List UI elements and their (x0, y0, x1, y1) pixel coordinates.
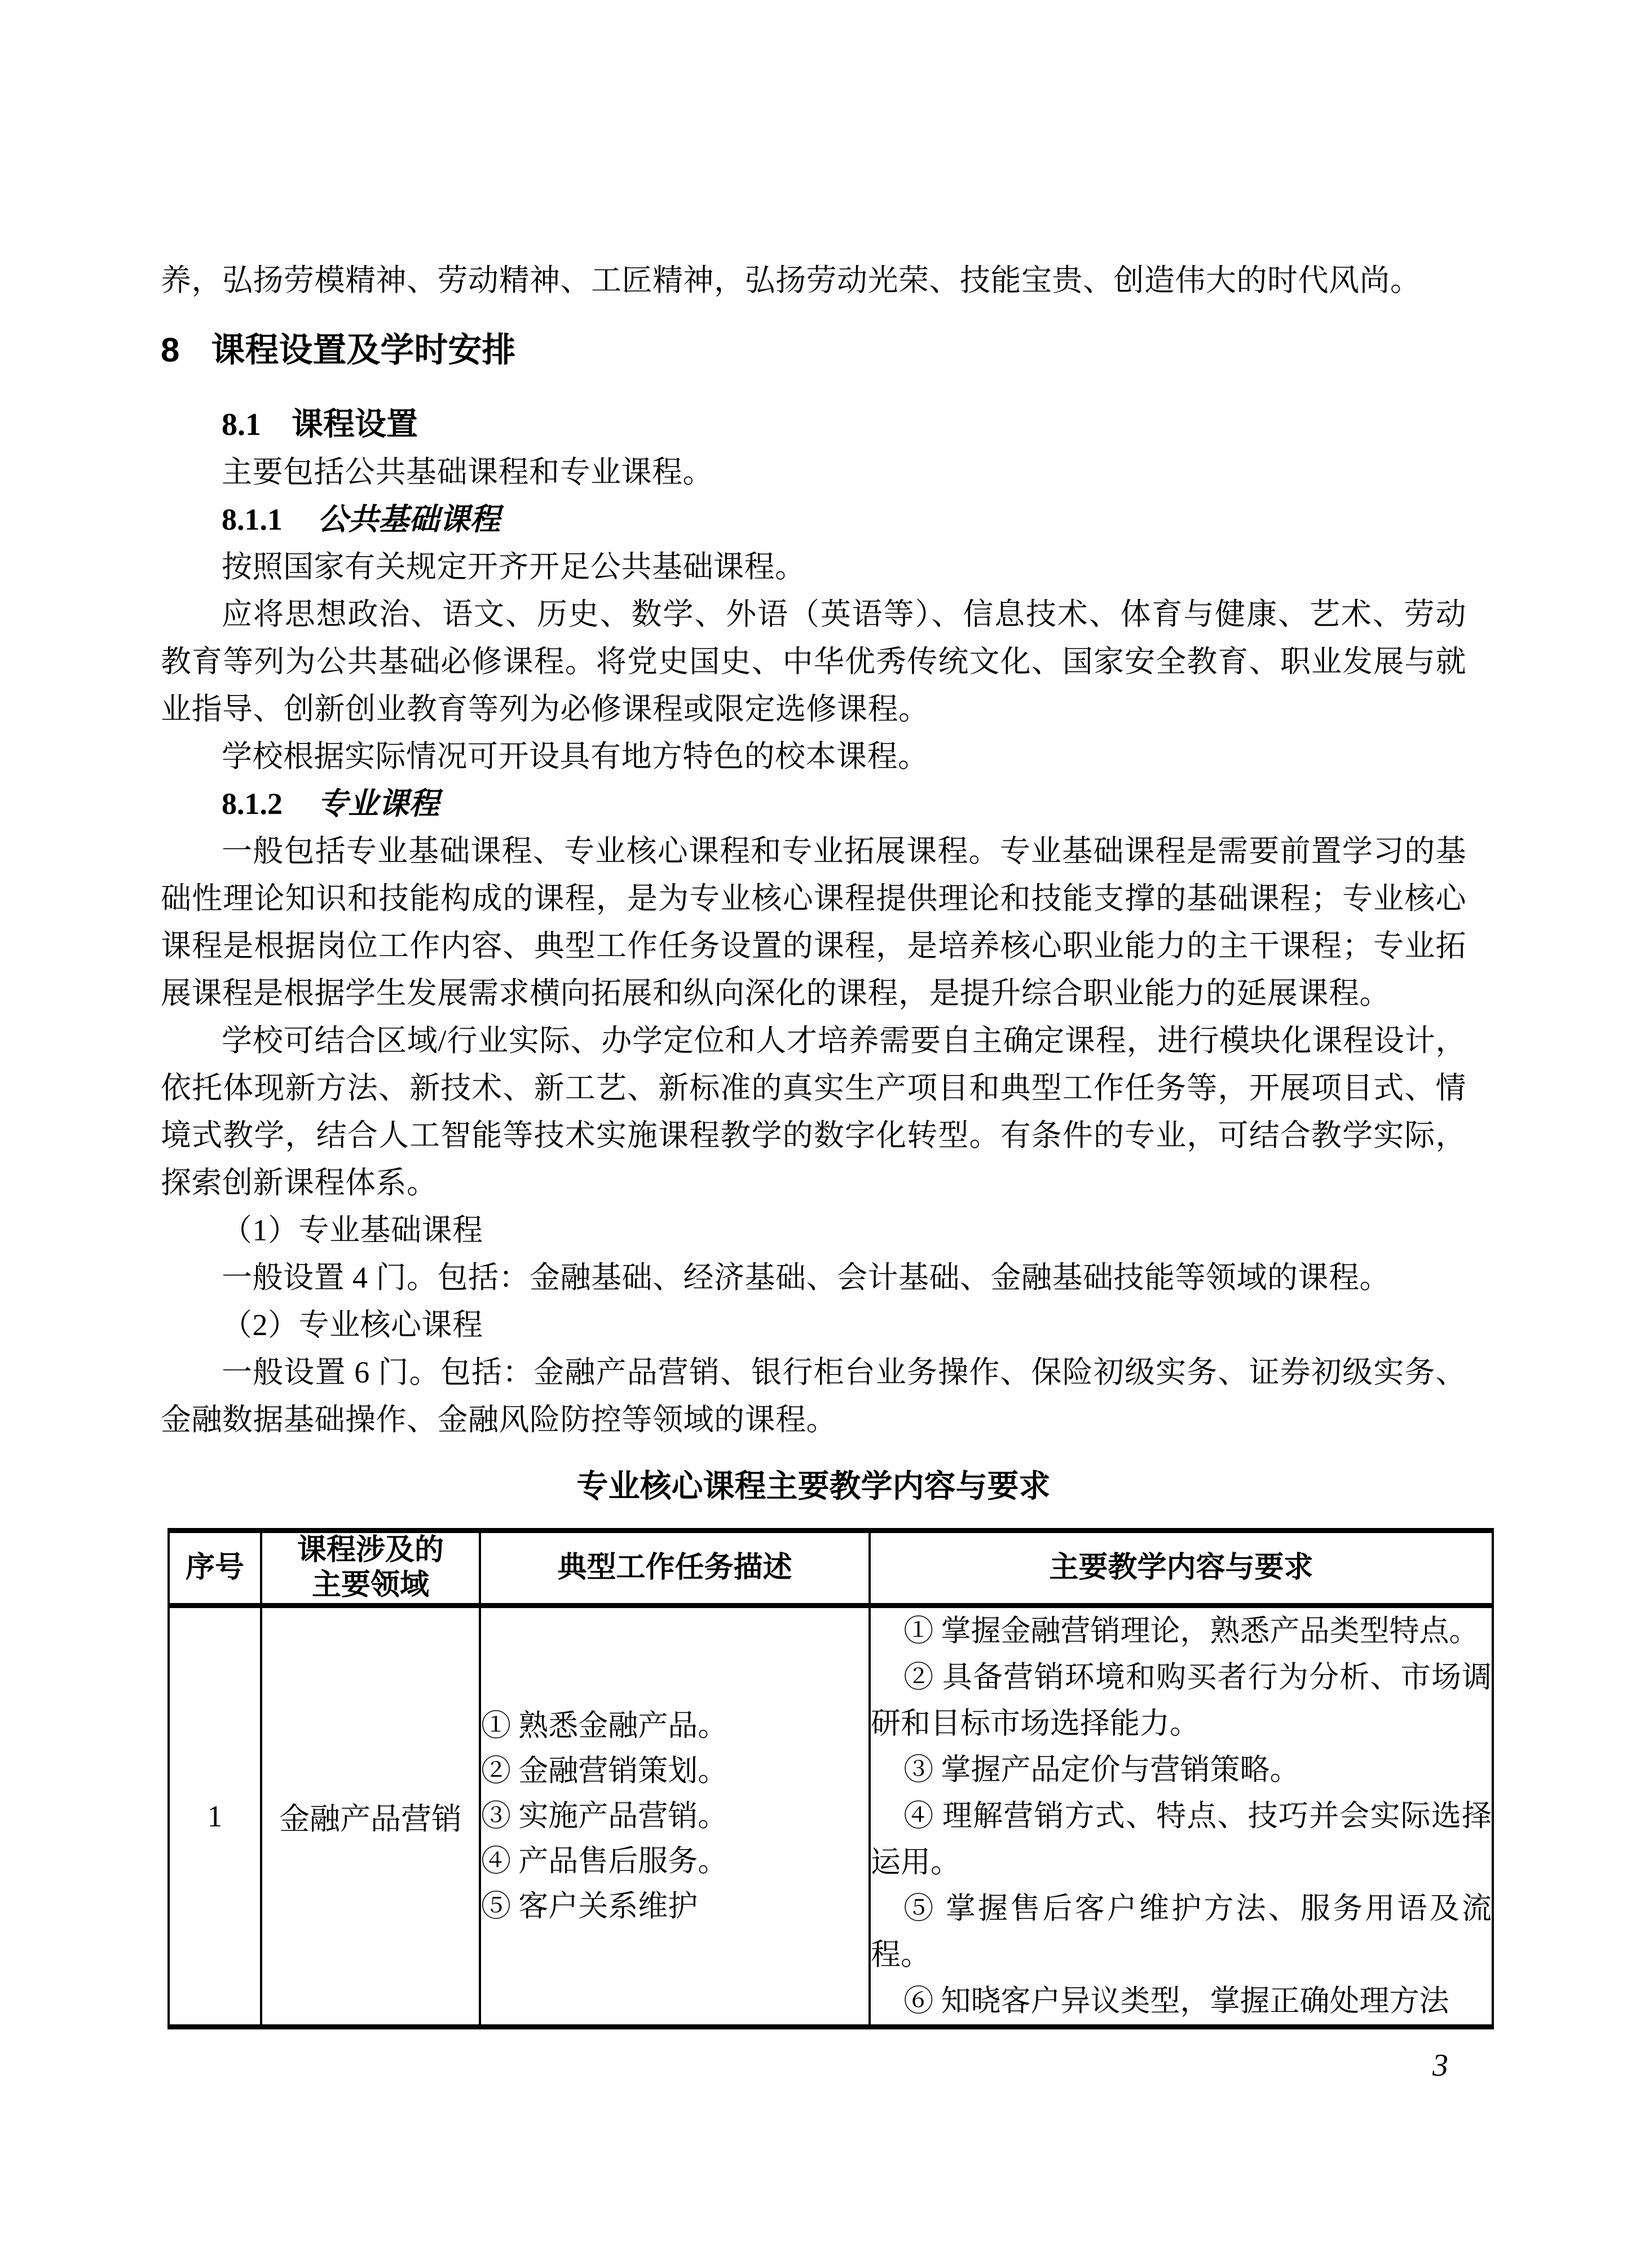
chapter-title: 课程设置及学时安排 (211, 331, 516, 369)
cell-tasks (480, 1606, 870, 2027)
paragraph-basic-b: 应将思想政治、语文、历史、数学、外语（英语等）、信息技术、体育与健康、艺术、劳动教育等列为公共基础必修课程。将党史国史、中华优秀传统文化、国家安全教育、职业发展与就业指导、创新创业教育等列为必修课程或限定选修课程。 (161, 597, 1466, 726)
paragraph-major-a: 一般包括专业基础课程、专业核心课程和专业拓展课程。专业基础课程是需要前置学习的基础性理论知识和技能构成的课程，是为专业核心课程提供理论和技能支撑的基础课程；专业核心课程是根据岗位工作内容、典型工作任务设置的课程，是培养核心职业能力的主干课程；专业拓展课程是根据学生发展需求横向拓展和纵向深化的课程，是提升综合职业能力的延展课程。 (161, 834, 1466, 1010)
list-item-basic-courses-detail: 一般设置 4 门。包括：金融基础、经济基础、会计基础、金融基础技能等领域的课程。 (222, 1261, 1390, 1294)
subsection-number: 8.1.2 (222, 787, 283, 821)
subsection-title: 专业课程 (318, 787, 439, 821)
subsection-heading-8-1-2 (222, 780, 1466, 827)
subsection-heading-8-1-1 (222, 496, 1466, 543)
table-row (169, 1606, 1493, 2027)
requirement-item: ① 掌握金融营销理论，熟悉产品类型特点。 (903, 1615, 1479, 1648)
chapter-number: 8 (161, 331, 180, 369)
paragraph-basic-a: 按照国家有关规定开齐开足公共基础课程。 (222, 550, 806, 584)
table-header-row (169, 1531, 1493, 1606)
list-item-core-courses-detail: 一般设置 6 门。包括：金融产品营销、银行柜台业务操作、保险初级实务、证券初级实务、金融数据基础操作、金融风险防控等领域的课程。 (161, 1355, 1466, 1437)
list-item-core-courses: （2）专业核心课程 (222, 1308, 483, 1342)
requirement-item: ④ 理解营销方式、特点、技巧并会实际选择运用。 (871, 1800, 1492, 1879)
subsection-number: 8.1.1 (222, 503, 283, 536)
header-area (261, 1531, 480, 1606)
task-item: ⑤ 客户关系维护 (481, 1890, 698, 1923)
carryover-paragraph: 养，弘扬劳模精神、劳动精神、工匠精神，弘扬劳动光荣、技能宝贵、创造伟大的时代风尚。 (161, 263, 1421, 297)
chapter-heading (161, 324, 1466, 376)
core-courses-table (167, 1528, 1494, 2029)
subsection-title: 公共基础课程 (318, 503, 500, 536)
list-item-basic-courses: （1）专业基础课程 (222, 1213, 483, 1247)
task-item: ① 熟悉金融产品。 (481, 1710, 728, 1742)
paragraph-section-intro: 主要包括公共基础课程和专业课程。 (222, 455, 713, 489)
document-content (161, 257, 1492, 2029)
requirement-item: ② 具备营销环境和购买者行为分析、市场调研和目标市场选择能力。 (871, 1661, 1492, 1740)
paragraph-major-b: 学校可结合区域/行业实际、办学定位和人才培养需要自主确定课程，进行模块化课程设计，依托体现新方法、新技术、新工艺、新标准的真实生产项目和典型工作任务等，开展项目式、情境式教学，结合人工智能等技术实施课程教学的数字化转型。有条件的专业，可结合教学实际，探索创新课程体系。 (161, 1024, 1466, 1200)
task-item: ④ 产品售后服务。 (481, 1845, 728, 1878)
table-title: 专业核心课程主要教学内容与要求 (576, 1468, 1051, 1504)
cell-area: 金融产品营销 (261, 1606, 480, 2027)
section-number: 8.1 (222, 407, 261, 442)
requirement-item: ⑤ 掌握售后客户维护方法、服务用语及流程。 (871, 1892, 1492, 1971)
task-item: ③ 实施产品营销。 (481, 1800, 728, 1833)
section-heading-8-1 (222, 401, 1466, 448)
section-title: 课程设置 (292, 407, 418, 442)
header-area-text: 课程涉及的主要领域 (297, 1534, 444, 1601)
cell-requirements (870, 1606, 1493, 2027)
header-tasks: 典型工作任务描述 (480, 1531, 870, 1606)
header-requirements: 主要教学内容与要求 (870, 1531, 1493, 1606)
requirement-item: ⑥ 知晓客户异议类型，掌握正确处理方法 (903, 1985, 1449, 2018)
task-item: ② 金融营销策划。 (481, 1755, 728, 1787)
requirement-item: ③ 掌握产品定价与营销策略。 (903, 1754, 1300, 1786)
page-number: 3 (1432, 2048, 1448, 2083)
header-seq: 序号 (169, 1531, 261, 1606)
cell-seq: 1 (169, 1606, 261, 2027)
paragraph-basic-c: 学校根据实际情况可开设具有地方特色的校本课程。 (222, 739, 929, 773)
